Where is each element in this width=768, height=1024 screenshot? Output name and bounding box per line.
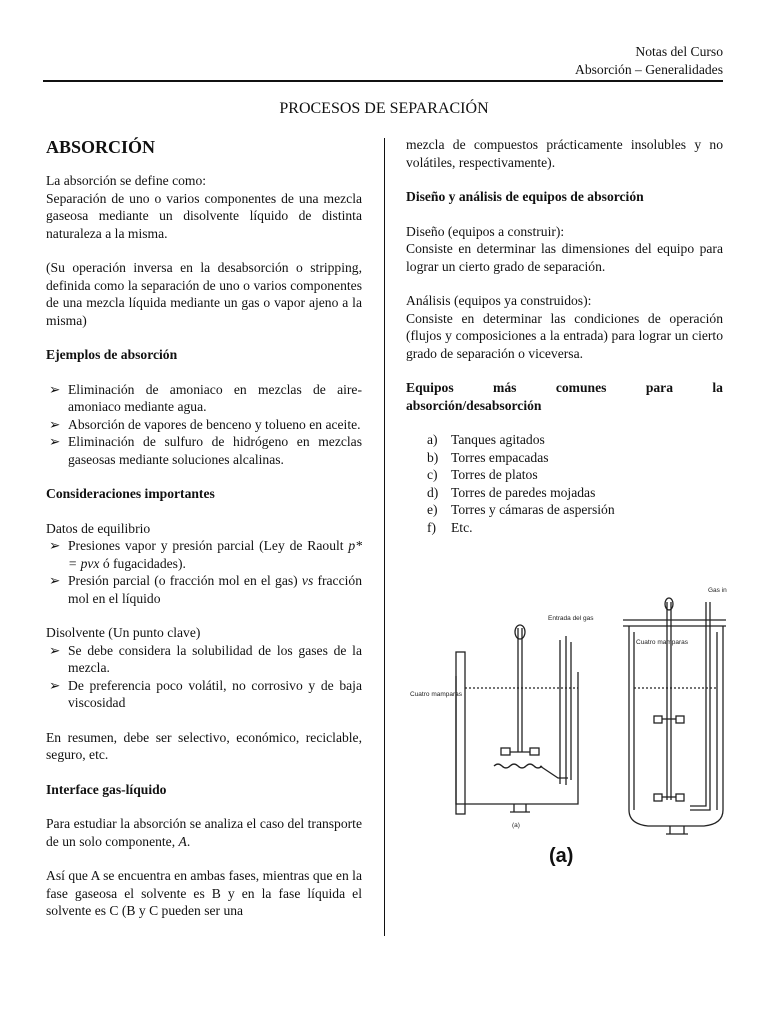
examples-list	[46, 381, 362, 469]
list-item: c) Torres de platos	[427, 467, 538, 482]
tank-right-labels	[636, 587, 727, 646]
arrow-bullet-icon: ➢	[49, 381, 61, 397]
section-heading-absorcion: ABSORCIÓN	[46, 137, 156, 157]
label-baffles-right: Cuatro mamparas	[636, 639, 689, 646]
analysis-text: Consiste en determinar las condiciones de operación (flujos y composiciones a la entrada) para lograr un cierto grado de separación o viceversa.	[406, 310, 723, 361]
interface-heading: Interface gas-líquido	[46, 781, 167, 797]
arrow-bullet-icon: ➢	[49, 677, 61, 693]
list-item: ➢ Eliminación de amoniaco en mezclas de aire-amoniaco mediante agua.	[49, 381, 362, 414]
page-title: PROCESOS DE SEPARACIÓN	[279, 100, 489, 117]
examples-heading: Ejemplos de absorción	[46, 347, 178, 362]
list-item: a) Tanques agitados	[427, 432, 545, 447]
tank-left-drawing	[456, 625, 578, 814]
column-divider	[384, 138, 385, 936]
label-gas-in: Gas in	[708, 587, 727, 594]
arrow-bullet-icon: ➢	[49, 434, 61, 449]
definition-intro: La absorción se define como:	[46, 173, 207, 188]
arrow-bullet-icon: ➢	[49, 416, 61, 432]
list-item: e) Torres y cámaras de aspersión	[427, 502, 615, 517]
list-item: f) Etc.	[427, 519, 473, 535]
inverse-operation: (Su operación inversa en la desabsorción o stripping, definida como la separación de uno o varios componentes de una mezcla líquida mediante un gas o vapor ajeno a la misma)	[46, 260, 362, 328]
arrow-bullet-icon: ➢	[49, 538, 61, 553]
header-topic: Absorción – Generalidades	[575, 62, 723, 77]
design-text: Consiste en determinar las dimensiones del equipo para lograr un cierto grado de separación.	[406, 241, 723, 274]
solvent-list	[46, 642, 362, 712]
right-column	[406, 136, 723, 536]
equilibrium-list	[46, 537, 362, 607]
list-item: ➢ Presiones vapor y presión parcial (Ley de Raoult p* = pvx ó fugacidades).	[49, 538, 362, 571]
list-item: ➢ Eliminación de sulfuro de hidrógeno en mezclas gaseosas mediante soluciones alcalinas.	[49, 434, 362, 467]
left-column	[46, 136, 362, 920]
arrow-bullet-icon: ➢	[49, 642, 61, 658]
design-label: Diseño (equipos a construir):	[406, 223, 565, 239]
solvent-label: Disolvente (Un punto clave)	[46, 625, 201, 640]
list-item: ➢ Se debe considera la solubilidad de los gases de la mezcla.	[49, 642, 362, 675]
equipment-heading-line2: absorción/desabsorción	[406, 397, 542, 413]
agitated-tank-figure	[408, 580, 728, 880]
continuation-text: mezcla de compuestos prácticamente insolubles y no volátiles, respectivamente).	[406, 137, 723, 170]
summary-text: En resumen, debe ser selectivo, económico, reciclable, seguro, etc.	[46, 729, 362, 762]
header-course: Notas del Curso	[635, 44, 723, 59]
interface-paragraph-2: Así que A se encuentra en ambas fases, mientras que en la fase gaseosa el solvente es B y en la fase líquida el solvente es C (B y C pueden ser una	[46, 868, 362, 918]
page-header	[575, 43, 723, 79]
list-item: b) Torres empacadas	[427, 449, 549, 465]
arrow-bullet-icon: ➢	[49, 573, 61, 588]
header-rule	[43, 80, 723, 82]
list-item: ➢ Absorción de vapores de benceno y tolueno en aceite.	[49, 416, 361, 432]
raoult-formula: p* = pvx	[68, 538, 362, 571]
equipment-list	[406, 431, 723, 536]
equipment-heading: Equipos más comunes para la	[406, 380, 723, 395]
label-baffles-left: Cuatro mamparas	[410, 691, 463, 698]
figure-caption: (a)	[549, 845, 574, 867]
list-item: d) Torres de paredes mojadas	[427, 484, 596, 500]
design-heading: Diseño y análisis de equipos de absorción	[406, 189, 644, 204]
equilibrium-label: Datos de equilibrio	[46, 520, 151, 536]
label-gas-inlet: Entrada del gas	[548, 615, 594, 622]
list-item: ➢ De preferencia poco volátil, no corrosivo y de baja viscosidad	[49, 677, 362, 710]
analysis-label: Análisis (equipos ya construidos):	[406, 293, 592, 308]
interface-paragraph-1: Para estudiar la absorción se analiza el caso del transporte de un solo componente, A.	[46, 816, 362, 849]
considerations-heading: Consideraciones importantes	[46, 486, 215, 501]
tank-right-drawing	[623, 598, 726, 834]
definition-text: Separación de uno o varios componentes de una mezcla gaseosa mediante un disolvente líquido de distinta naturaleza a la misma.	[46, 190, 362, 241]
list-item: ➢ Presión parcial (o fracción mol en el gas) vs fracción mol en el líquido	[49, 573, 362, 606]
figure-sublabel: (a)	[512, 822, 520, 829]
